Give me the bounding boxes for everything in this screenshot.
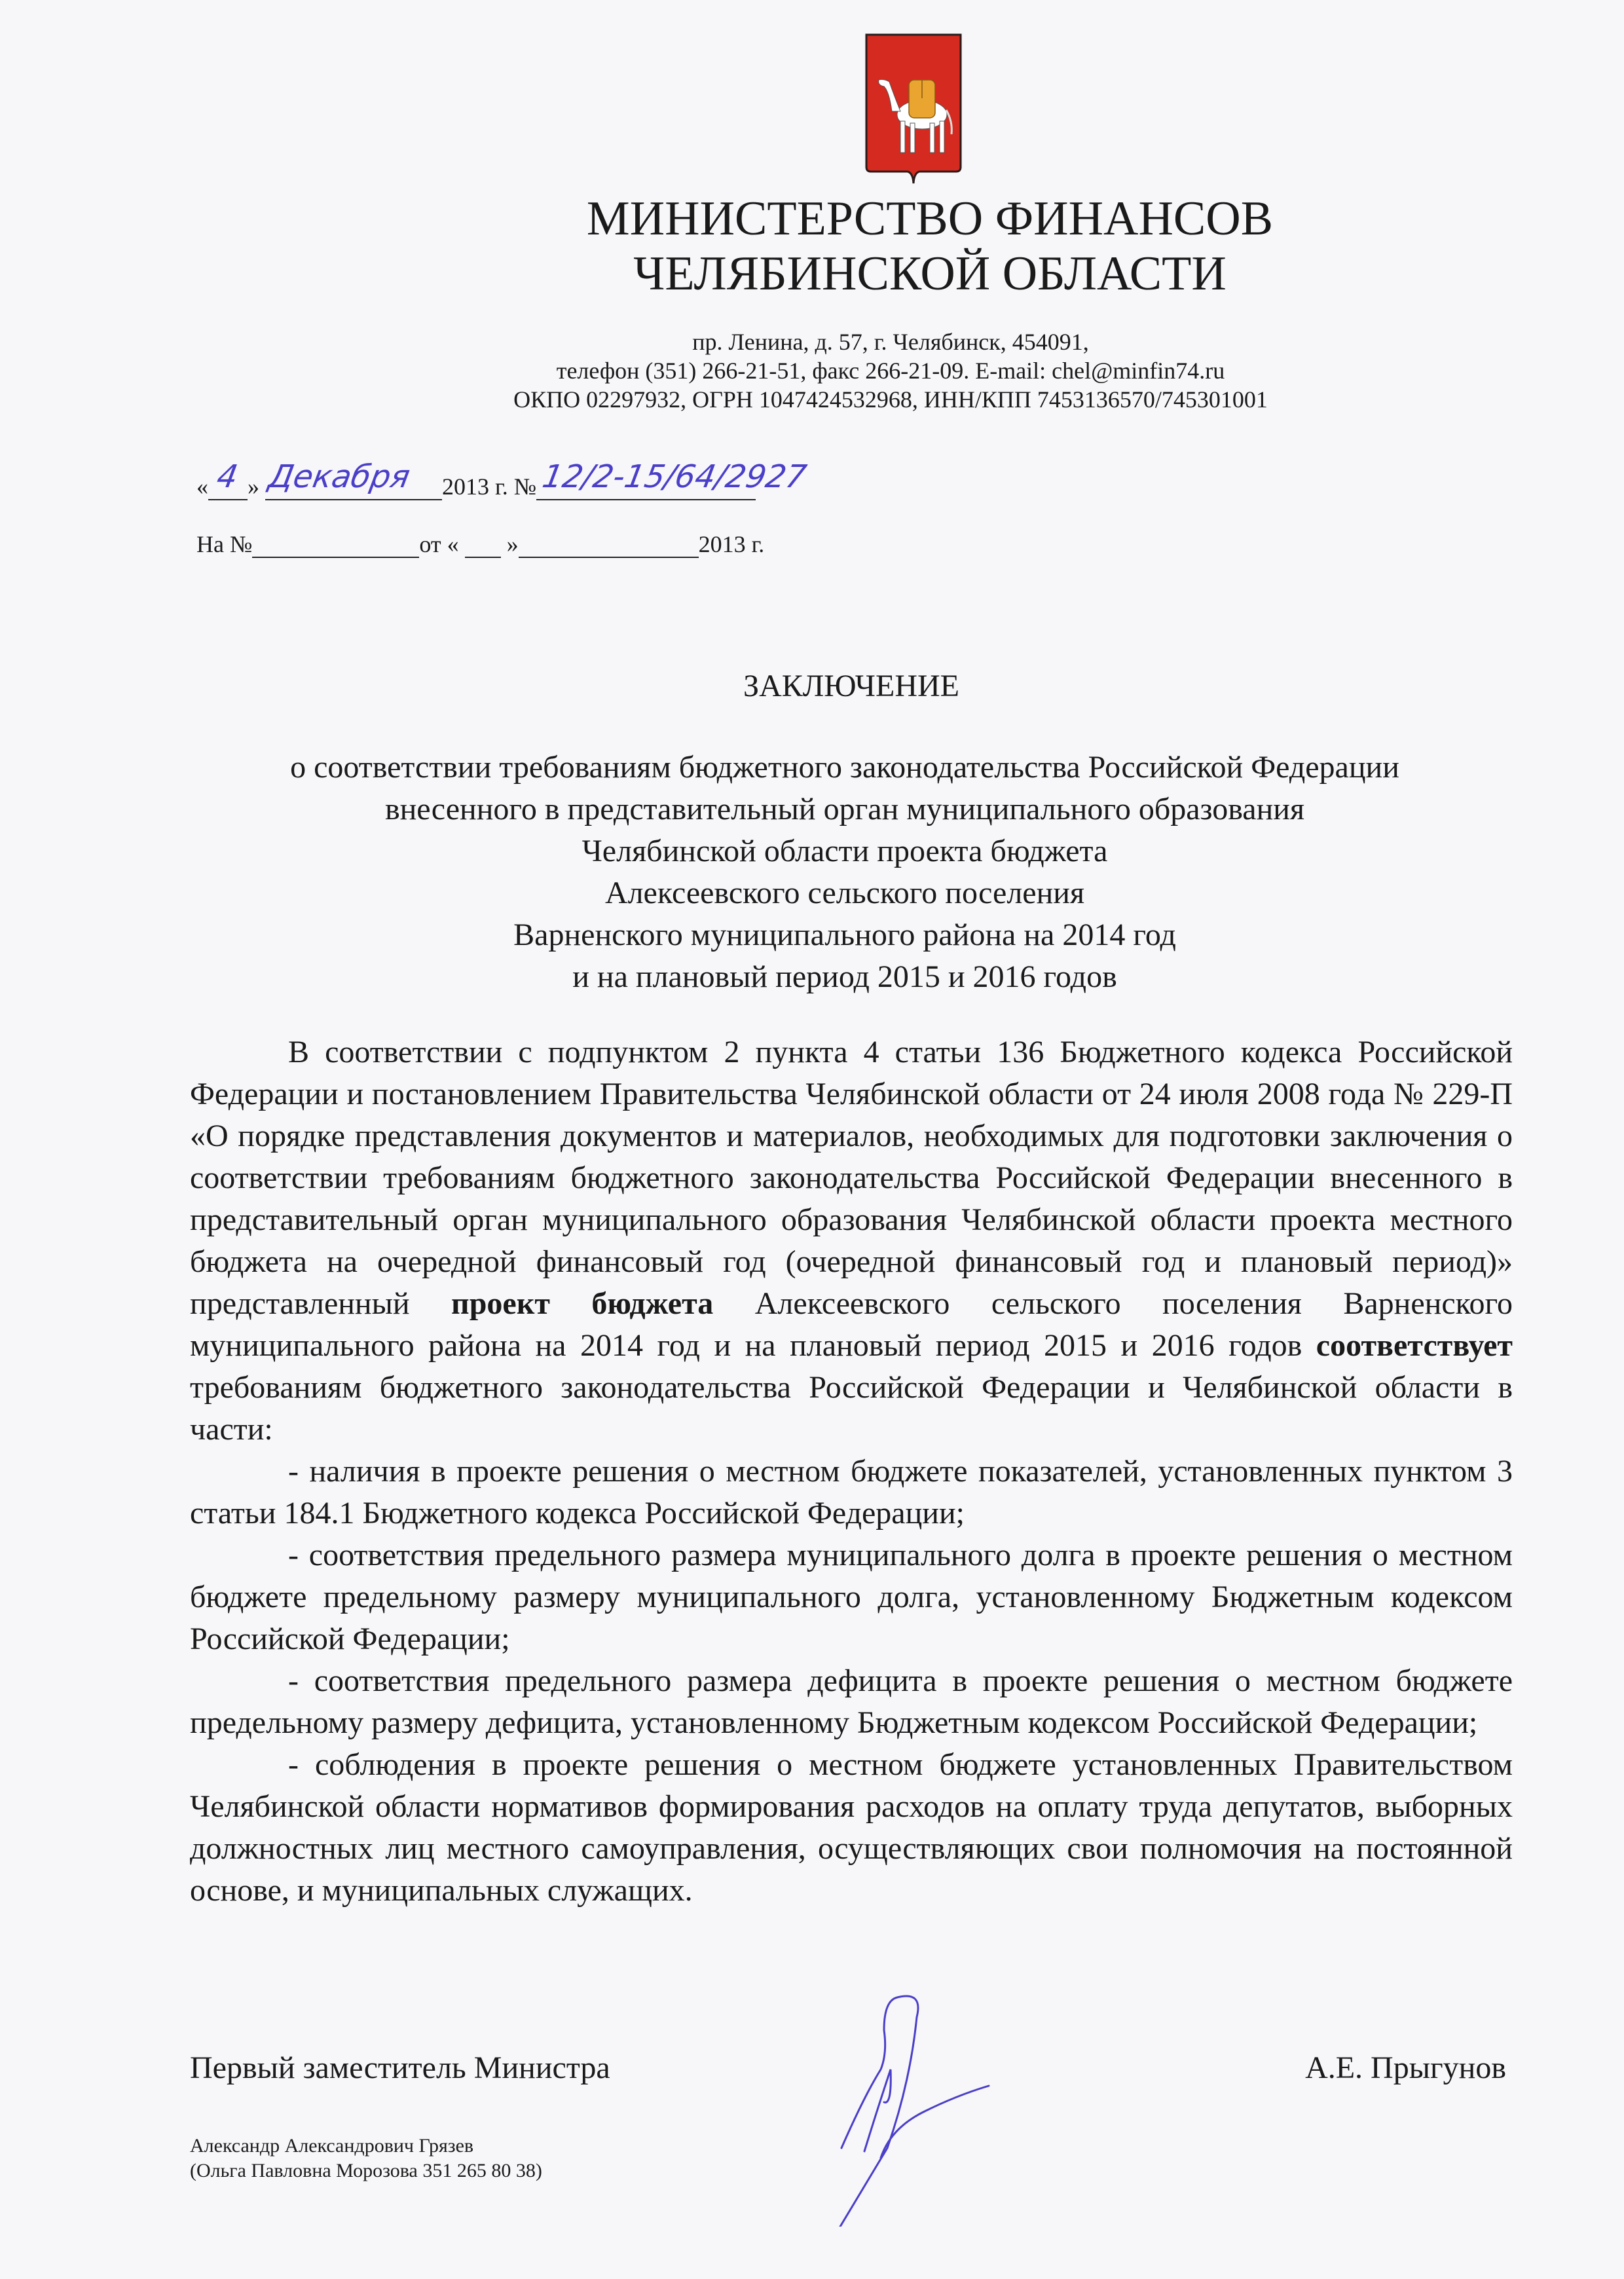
reference-line — [196, 530, 764, 558]
subtitle-line: Челябинской области проекта бюджета — [581, 834, 1108, 868]
subtitle-line: о соответствии требованиям бюджетного законодательства Российской Федерации — [290, 750, 1399, 785]
handwritten-day: 4 — [214, 458, 241, 495]
ministry-name-line1: МИНИСТЕРСТВО ФИНАНСОВ — [586, 192, 1274, 246]
intro-text: В соответствии с подпунктом 2 пункта 4 статьи 136 Бюджетного кодекса Российской Федерации и постановлением Правительства Челябинской области от 24 июля 2008 года № 229-П «О порядке представления документов и материалов, необходимых для подготовки заключения о соответствии требованиям бюджетного законодательства Российской Федерации внесенного в представительный орган муниципального образования Челябинской области проекта местного бюджета на очередной финансовый год (очередной финансовый год и плановый период)» представленный — [190, 1035, 1513, 1321]
ministry-name — [0, 191, 1624, 301]
executor-info — [190, 2134, 542, 2183]
document-title — [0, 668, 1624, 704]
subtitle-line: и на плановый период 2015 и 2016 годов — [572, 959, 1117, 994]
intro-text: Алексеевского сельского поселения Варненского муниципального района на 2014 год и на плановый период 2015 и 2016 годов — [190, 1286, 1513, 1363]
day-field — [208, 458, 248, 500]
outgoing-date-number — [196, 458, 809, 500]
number-field — [536, 458, 809, 500]
intro-bold-complies: соответствует — [1316, 1328, 1513, 1363]
requirement-item: - соблюдения в проекте решения о местном бюджете установленных Правительством Челябинской области нормативов формирования расходов на оплату труда депутатов, выборных должностных лиц местного самоуправления, осуществляющих свои полномочия на постоянной основе, и муниципальных служащих. — [190, 1747, 1513, 1908]
requirement-item: - соответствия предельного размера муниципального долга в проекте решения о местном бюджете предельному размеру муниципального долга, установленному Бюджетным кодексом Российской Федерации; — [190, 1538, 1513, 1656]
month-field — [265, 458, 442, 500]
document-title-text: ЗАКЛЮЧЕНИЕ — [743, 669, 959, 703]
intro-paragraph — [190, 1031, 1513, 1451]
signer-position: Первый заместитель Министра — [190, 2050, 610, 2085]
intro-text: требованиям бюджетного законодательства Российской Федерации и Челябинской области в части: — [190, 1370, 1513, 1447]
ref-close-quote: » — [506, 531, 519, 557]
document-subtitle — [196, 747, 1493, 998]
ref-day-field — [465, 534, 501, 558]
requirement-item: - наличия в проекте решения о местном бюджете показателей, установленных пунктом 3 статьи 184.1 Бюджетного кодекса Российской Федерации; — [190, 1454, 1513, 1530]
signer-name: А.Е. Прыгунов — [1305, 2050, 1506, 2085]
ref-year: 2013 г. — [698, 531, 765, 557]
ref-from: от « — [419, 531, 459, 557]
handwritten-number: 12/2-15/64/2927 — [540, 458, 809, 495]
executor-name: Александр Александрович Грязев — [190, 2135, 474, 2157]
intro-bold-project: проект бюджета — [451, 1286, 714, 1321]
handwritten-signature — [825, 1991, 1100, 2227]
subtitle-line: Алексеевского сельского поселения — [604, 876, 1085, 910]
address: пр. Ленина, д. 57, г. Челябинск, 454091, — [692, 329, 1089, 355]
ministry-name-line2: ЧЕЛЯБИНСКОЙ ОБЛАСТИ — [633, 247, 1227, 301]
handwritten-month: Декабря — [266, 458, 413, 495]
subtitle-line: Варненского муниципального района на 2014 год — [513, 917, 1176, 952]
ref-number-field — [252, 534, 419, 558]
signature-line — [190, 2050, 1513, 2086]
year-number-label: 2013 г. № — [442, 473, 537, 500]
registry-codes: ОКПО 02297932, ОГРН 1047424532968, ИНН/КПП 7453136570/745301001 — [513, 386, 1268, 413]
ref-month-field — [519, 534, 699, 558]
coat-of-arms-logo — [864, 33, 963, 190]
close-quote: » — [248, 473, 259, 500]
contact-details — [0, 327, 1624, 414]
conclusion-body — [190, 1031, 1513, 1912]
subtitle-line: внесенного в представительный орган муниципального образования — [384, 792, 1305, 826]
phone-email: телефон (351) 266-21-51, факс 266-21-09. E-mail: chel@minfin74.ru — [556, 358, 1225, 384]
contact-person: (Ольга Павловна Морозова 351 265 80 38) — [190, 2160, 542, 2181]
requirement-item: - соответствия предельного размера дефицита в проекте решения о местном бюджете предельному размеру дефицита, установленному Бюджетным кодексом Российской Федерации; — [190, 1663, 1513, 1740]
ref-prefix: На № — [196, 531, 253, 557]
open-quote: « — [196, 473, 208, 500]
